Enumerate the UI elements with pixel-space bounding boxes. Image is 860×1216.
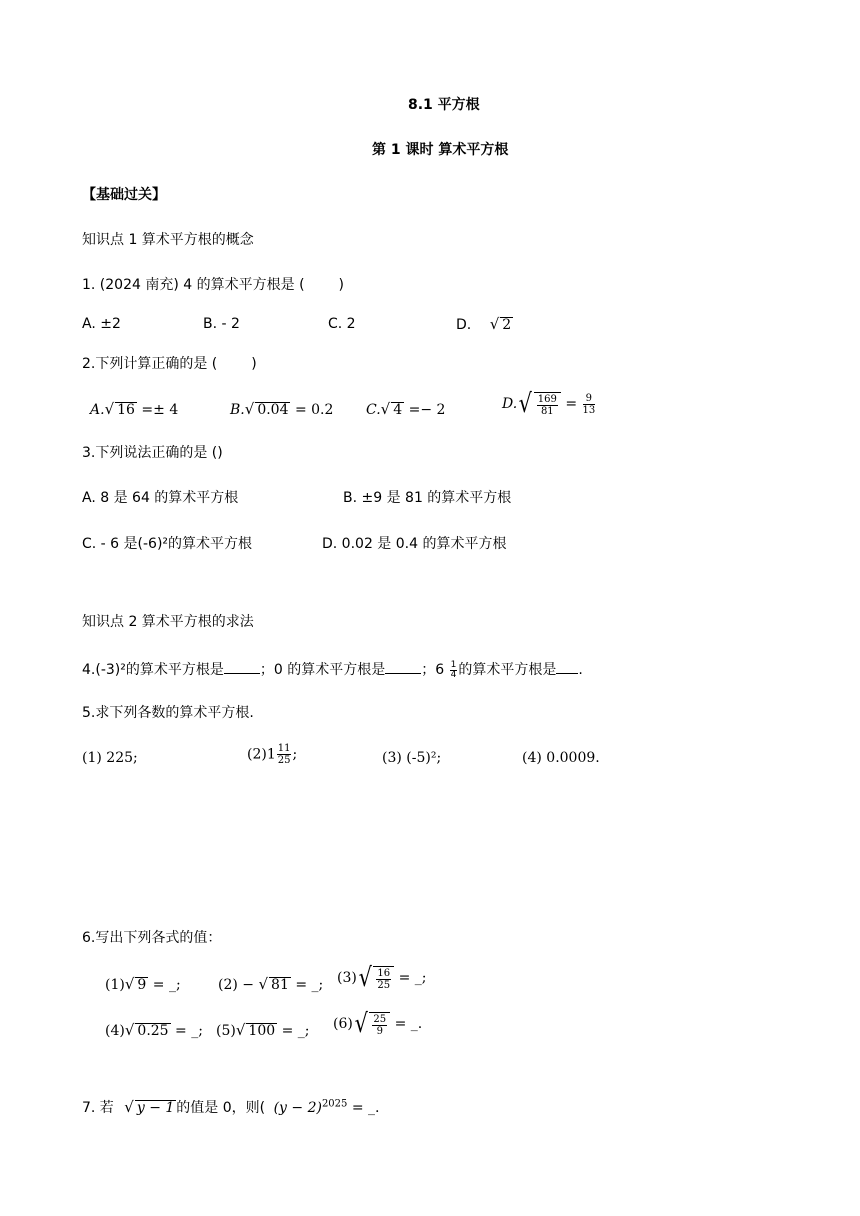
question-3-stem: 3.下列说法正确的是 () [82, 445, 223, 461]
q2-option-b: B.√ 0.04 = 0.2 [230, 400, 334, 418]
q5-part-4: (4) 0.0009. [522, 750, 600, 766]
q6-item-1: (1)√ 9 = _; [105, 975, 181, 993]
question-1-close: ) [338, 277, 344, 293]
q1-option-b: B. - 2 [203, 316, 240, 332]
q4-blank-2[interactable] [385, 673, 421, 674]
q2-option-d-num: 169 [537, 394, 557, 405]
q2-option-c: C.√ 4 =− 2 [366, 400, 446, 418]
q5-part-2-label: (2)1 [247, 746, 276, 763]
q6-item-6: (6) √ $\frac{25}{9}$ = _. [333, 1009, 423, 1039]
q2-option-d: D. √ $\frac{169}{81}$ = $\frac{9}{13}$ [502, 389, 596, 419]
q3-option-b: B. ±9 是 81 的算术平方根 [343, 490, 512, 506]
q7-base: (y − 2) [273, 1100, 322, 1116]
page-title: 8.1 平方根 [408, 97, 480, 113]
q5-part-1: (1) 225; [82, 750, 138, 766]
q2-option-c-label: C. [366, 402, 381, 418]
q6-item-2: (2) − √ 81 = _; [218, 975, 324, 993]
question-6-stem: 6.写出下列各式的值： [82, 930, 222, 946]
q2-option-b-radicand: 0.04 [257, 402, 289, 418]
q6-item-3-label: (3) [337, 970, 357, 986]
question-1-stem: 1. (2024 南充) 4 的算术平方根是 ( [82, 277, 305, 293]
q4-frac-den: 4 [450, 669, 457, 680]
q2-option-d-den: 81 [540, 406, 554, 417]
lesson-subtitle: 第 1 课时 算术平方根 [372, 142, 509, 158]
q2-option-d-label: D. [502, 396, 518, 412]
q6-item-5-rest: = _; [281, 1023, 310, 1039]
q2-option-d-rnum: 9 [583, 393, 596, 405]
q7-prefix: 7. 若 [82, 1100, 114, 1116]
q7-mid: 的值是 0，则( [176, 1100, 266, 1116]
q2-option-b-rest: = 0.2 [294, 402, 334, 418]
q6-item-3-den: 25 [377, 980, 391, 991]
q4-part-3: ；6 [421, 662, 445, 678]
q1-option-d: D. √ 2 [456, 315, 512, 333]
q5-part-2-den: 25 [277, 755, 291, 766]
knowledge-point-2: 知识点 2 算术平方根的求法 [82, 614, 254, 630]
q5-part-2-num: 11 [277, 743, 291, 754]
q6-item-3-rest: = _; [398, 970, 427, 986]
q1-option-d-radicand: 2 [502, 317, 512, 333]
knowledge-point-1: 知识点 1 算术平方根的概念 [82, 232, 254, 248]
q2-option-a-rest: =± 4 [141, 402, 179, 418]
q6-item-1-radicand: 9 [137, 977, 147, 993]
q4-part-4: 的算术平方根是 [458, 662, 557, 678]
q6-item-1-label: (1) [105, 977, 125, 993]
q6-item-3: (3) √ $\frac{16}{25}$ = _; [337, 963, 427, 993]
question-2-close: ) [251, 356, 257, 372]
q6-item-3-num: 16 [377, 968, 391, 979]
question-4 [82, 659, 583, 680]
q6-item-4: (4)√ 0.25 = _; [105, 1021, 203, 1039]
question-2 [82, 355, 257, 373]
q5-part-3: (3) (-5)²; [382, 750, 442, 766]
q2-option-a-radicand: 16 [117, 402, 135, 418]
q4-part-1: 4.(-3)²的算术平方根是 [82, 662, 224, 678]
q6-item-4-label: (4) [105, 1023, 125, 1039]
question-1 [82, 276, 344, 294]
q2-option-c-rest: =− 2 [408, 402, 446, 418]
q6-item-2-label: (2) − [218, 977, 259, 993]
q5-part-2 [247, 743, 297, 766]
q2-option-d-rden: 13 [582, 404, 596, 416]
q4-part-2: ；0 的算术平方根是 [259, 662, 386, 678]
q6-item-4-rest: = _; [175, 1023, 203, 1039]
q4-frac-num: 1 [450, 659, 457, 670]
q6-item-2-rest: = _; [295, 977, 324, 993]
q4-blank-1[interactable] [224, 673, 260, 674]
q4-blank-3[interactable] [556, 673, 578, 674]
q3-option-d: D. 0.02 是 0.4 的算术平方根 [322, 536, 507, 552]
q6-item-6-den: 9 [376, 1026, 383, 1037]
q6-item-6-num: 25 [373, 1014, 387, 1025]
q1-option-d-label: D. [456, 317, 472, 333]
question-2-stem: 2.下列计算正确的是 ( [82, 356, 218, 372]
q5-part-2-end: ; [292, 746, 298, 763]
q2-option-d-eq: = [565, 396, 578, 412]
q2-option-c-radicand: 4 [393, 402, 403, 418]
q6-item-6-label: (6) [333, 1016, 353, 1032]
q7-rest: = _. [351, 1100, 380, 1116]
q1-option-a: A. ±2 [82, 316, 121, 332]
q6-item-5-radicand: 100 [248, 1023, 276, 1039]
q7-exponent: 2025 [321, 1098, 348, 1110]
q6-item-2-radicand: 81 [271, 977, 289, 993]
q3-option-c: C. - 6 是(-6)²的算术平方根 [82, 536, 253, 552]
question-7: 7. 若 √ y − 1 的值是 0，则( $(y - 2)^{2025}$ = _. [82, 1098, 380, 1116]
q1-option-c: C. 2 [328, 316, 356, 332]
q2-option-a: A.√ 16 =± 4 [90, 400, 179, 418]
q6-item-1-rest: = _; [152, 977, 181, 993]
q2-option-b-label: B. [230, 402, 245, 418]
q6-item-5: (5)√ 100 = _; [216, 1021, 310, 1039]
section-label: 【基础过关】 [82, 187, 166, 203]
q7-radicand: y − 1 [136, 1100, 175, 1116]
question-5-stem: 5.求下列各数的算术平方根. [82, 705, 254, 721]
q4-end: . [578, 662, 583, 678]
q3-option-a: A. 8 是 64 的算术平方根 [82, 490, 239, 506]
q6-item-5-label: (5) [216, 1023, 236, 1039]
q6-item-4-radicand: 0.25 [137, 1023, 169, 1039]
q2-option-a-label: A. [90, 402, 105, 418]
q6-item-6-rest: = _. [394, 1016, 423, 1032]
